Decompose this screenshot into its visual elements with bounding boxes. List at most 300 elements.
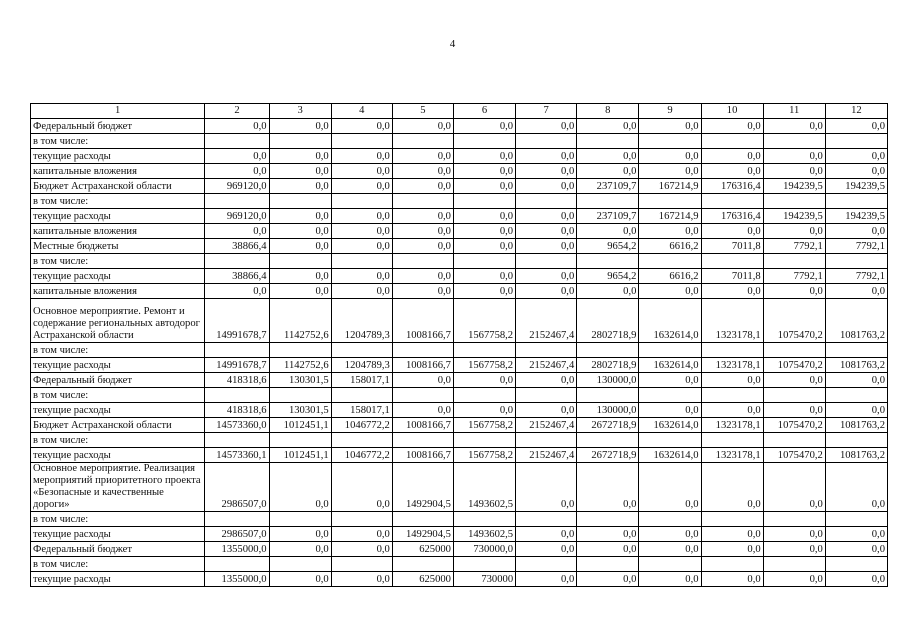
table-cell: 0,0 (269, 284, 331, 299)
table-row (31, 433, 888, 448)
table-cell: 2986507,0 (205, 527, 269, 542)
table-cell: 418318,6 (205, 373, 269, 388)
table-row (31, 254, 888, 269)
table-cell (392, 388, 453, 403)
column-header: 6 (453, 104, 515, 119)
column-header: 2 (205, 104, 269, 119)
table-cell: 130000,0 (577, 373, 639, 388)
row-label: текущие расходы (31, 269, 205, 284)
table-cell (453, 194, 515, 209)
table-cell: 0,0 (516, 373, 577, 388)
table-cell: 7792,1 (763, 239, 825, 254)
table-cell: 0,0 (825, 527, 887, 542)
table-cell: 0,0 (331, 527, 392, 542)
table-row (31, 418, 888, 433)
table-cell: 1046772,2 (331, 448, 392, 463)
table-cell: 0,0 (639, 403, 701, 418)
table-cell (392, 512, 453, 527)
table-cell: 0,0 (269, 527, 331, 542)
table-row (31, 403, 888, 418)
table-row (31, 343, 888, 358)
table-cell (701, 134, 763, 149)
table-cell: 0,0 (701, 224, 763, 239)
table-cell: 0,0 (516, 164, 577, 179)
table-cell: 0,0 (392, 373, 453, 388)
table-cell (701, 557, 763, 572)
table-cell: 0,0 (577, 572, 639, 587)
table-cell: 14991678,7 (205, 358, 269, 373)
table-cell: 1323178,1 (701, 448, 763, 463)
table-cell (701, 254, 763, 269)
column-header: 8 (577, 104, 639, 119)
table-cell (205, 343, 269, 358)
column-header: 4 (331, 104, 392, 119)
table-cell: 0,0 (331, 239, 392, 254)
table-cell: 0,0 (453, 164, 515, 179)
table-cell: 0,0 (516, 224, 577, 239)
table-cell: 0,0 (763, 542, 825, 557)
table-cell: 0,0 (639, 527, 701, 542)
table-cell: 1075470,2 (763, 448, 825, 463)
column-header: 10 (701, 104, 763, 119)
table-cell: 0,0 (763, 572, 825, 587)
table-cell: 176316,4 (701, 209, 763, 224)
table-cell: 0,0 (269, 572, 331, 587)
table-cell: 0,0 (392, 224, 453, 239)
row-label: текущие расходы (31, 149, 205, 164)
table-cell: 0,0 (701, 119, 763, 134)
table-cell: 237109,7 (577, 179, 639, 194)
table-row (31, 209, 888, 224)
table-cell: 6616,2 (639, 239, 701, 254)
table-cell: 0,0 (516, 284, 577, 299)
table-cell: 1204789,3 (331, 358, 392, 373)
table-cell: 0,0 (701, 164, 763, 179)
table-cell: 1632614,0 (639, 418, 701, 433)
table-row (31, 284, 888, 299)
table-cell: 0,0 (825, 224, 887, 239)
table-cell (577, 557, 639, 572)
table-cell (516, 194, 577, 209)
table-cell: 1567758,2 (453, 448, 515, 463)
table-cell: 0,0 (701, 403, 763, 418)
table-cell: 0,0 (763, 373, 825, 388)
table-cell (453, 557, 515, 572)
table-cell (639, 433, 701, 448)
row-label: в том числе: (31, 557, 205, 572)
table-row (31, 239, 888, 254)
table-row (31, 572, 888, 587)
table-cell (825, 254, 887, 269)
row-label: в том числе: (31, 254, 205, 269)
table-cell: 194239,5 (763, 179, 825, 194)
table-cell: 167214,9 (639, 209, 701, 224)
table-cell: 1008166,7 (392, 448, 453, 463)
table-cell: 0,0 (825, 572, 887, 587)
row-label: текущие расходы (31, 403, 205, 418)
table-cell: 2152467,4 (516, 358, 577, 373)
table-cell: 1355000,0 (205, 572, 269, 587)
table-cell (453, 343, 515, 358)
row-label: в том числе: (31, 194, 205, 209)
table-cell: 1492904,5 (392, 527, 453, 542)
row-label: Местные бюджеты (31, 239, 205, 254)
table-cell: 0,0 (453, 179, 515, 194)
table-cell (331, 194, 392, 209)
table-cell: 0,0 (331, 209, 392, 224)
column-header: 12 (825, 104, 887, 119)
table-cell: 0,0 (453, 403, 515, 418)
table-cell: 0,0 (825, 542, 887, 557)
table-cell: 14573360,1 (205, 448, 269, 463)
table-cell (825, 512, 887, 527)
table-cell: 0,0 (453, 239, 515, 254)
table-cell: 176316,4 (701, 179, 763, 194)
table-cell: 0,0 (269, 463, 331, 512)
table-cell: 1081763,2 (825, 299, 887, 343)
table-cell: 0,0 (577, 119, 639, 134)
table-cell: 0,0 (763, 284, 825, 299)
table-row (31, 527, 888, 542)
table-cell: 0,0 (516, 239, 577, 254)
table-cell (639, 343, 701, 358)
table-cell: 0,0 (331, 542, 392, 557)
table-cell: 2802718,9 (577, 299, 639, 343)
table-cell: 0,0 (205, 284, 269, 299)
table-cell (205, 194, 269, 209)
table-cell: 730000 (453, 572, 515, 587)
table-cell: 0,0 (392, 119, 453, 134)
table-cell: 0,0 (453, 149, 515, 164)
table-cell (453, 433, 515, 448)
table-cell: 1567758,2 (453, 418, 515, 433)
table-cell (639, 134, 701, 149)
row-label: текущие расходы (31, 358, 205, 373)
table-cell (825, 194, 887, 209)
table-cell (269, 194, 331, 209)
table-cell: 0,0 (205, 164, 269, 179)
table-cell: 0,0 (825, 164, 887, 179)
table-row (31, 194, 888, 209)
table-cell: 7011,8 (701, 269, 763, 284)
table-cell: 130301,5 (269, 373, 331, 388)
table-cell: 730000,0 (453, 542, 515, 557)
table-cell: 1632614,0 (639, 448, 701, 463)
table-cell (453, 134, 515, 149)
table-cell: 625000 (392, 572, 453, 587)
table-cell (639, 557, 701, 572)
row-label: в том числе: (31, 134, 205, 149)
table-cell (516, 512, 577, 527)
table-cell (763, 194, 825, 209)
table-row (31, 358, 888, 373)
table-cell (701, 194, 763, 209)
table-cell: 1075470,2 (763, 299, 825, 343)
table-cell: 1081763,2 (825, 418, 887, 433)
table-cell: 0,0 (331, 164, 392, 179)
table-cell: 158017,1 (331, 373, 392, 388)
table-row (31, 269, 888, 284)
row-label: в том числе: (31, 343, 205, 358)
table-cell: 0,0 (453, 373, 515, 388)
table-cell: 7792,1 (825, 269, 887, 284)
table-cell (392, 254, 453, 269)
table-body (31, 119, 888, 587)
table-cell (205, 433, 269, 448)
row-label: Бюджет Астраханской области (31, 418, 205, 433)
table-cell: 0,0 (701, 463, 763, 512)
table-cell (577, 254, 639, 269)
table-cell: 0,0 (516, 119, 577, 134)
table-cell (701, 388, 763, 403)
table-cell: 1567758,2 (453, 358, 515, 373)
table-cell: 0,0 (516, 149, 577, 164)
table-cell: 14573360,0 (205, 418, 269, 433)
table-cell: 0,0 (639, 224, 701, 239)
column-header: 11 (763, 104, 825, 119)
column-header: 1 (31, 104, 205, 119)
table-cell: 1012451,1 (269, 418, 331, 433)
table-row (31, 164, 888, 179)
row-label: капитальные вложения (31, 164, 205, 179)
table-cell: 0,0 (825, 284, 887, 299)
table-cell: 0,0 (763, 149, 825, 164)
row-label: текущие расходы (31, 448, 205, 463)
table-cell: 0,0 (331, 284, 392, 299)
table-cell (516, 557, 577, 572)
table-cell: 0,0 (763, 527, 825, 542)
table-cell: 0,0 (701, 572, 763, 587)
table-cell: 0,0 (516, 269, 577, 284)
table-cell (453, 254, 515, 269)
table-cell (453, 388, 515, 403)
column-header: 9 (639, 104, 701, 119)
table-cell: 0,0 (701, 527, 763, 542)
table-cell: 0,0 (205, 119, 269, 134)
table-cell: 1323178,1 (701, 418, 763, 433)
table-cell: 0,0 (392, 284, 453, 299)
table-cell: 1632614,0 (639, 358, 701, 373)
table-row (31, 512, 888, 527)
table-cell: 0,0 (269, 149, 331, 164)
table-cell (205, 134, 269, 149)
column-header: 3 (269, 104, 331, 119)
table-cell: 0,0 (331, 119, 392, 134)
table-cell: 1008166,7 (392, 299, 453, 343)
table-cell: 0,0 (763, 463, 825, 512)
table-cell: 969120,0 (205, 179, 269, 194)
table-cell (577, 134, 639, 149)
table-cell: 0,0 (577, 463, 639, 512)
table-cell: 0,0 (701, 542, 763, 557)
table-cell: 0,0 (639, 164, 701, 179)
table-cell (639, 388, 701, 403)
table-row (31, 149, 888, 164)
table-cell: 0,0 (763, 403, 825, 418)
table-cell (331, 512, 392, 527)
table-cell (763, 433, 825, 448)
table-cell (825, 388, 887, 403)
row-label: Федеральный бюджет (31, 373, 205, 388)
table-cell: 0,0 (516, 527, 577, 542)
table-cell: 0,0 (763, 119, 825, 134)
table-cell: 0,0 (639, 149, 701, 164)
table-cell: 0,0 (577, 164, 639, 179)
table-cell: 0,0 (269, 179, 331, 194)
table-cell: 2802718,9 (577, 358, 639, 373)
table-cell (825, 557, 887, 572)
table-cell: 130000,0 (577, 403, 639, 418)
budget-table (30, 103, 888, 587)
table-cell: 0,0 (825, 149, 887, 164)
table-cell: 1355000,0 (205, 542, 269, 557)
table-cell: 158017,1 (331, 403, 392, 418)
table-cell: 0,0 (516, 179, 577, 194)
table-cell (701, 512, 763, 527)
table-cell: 0,0 (516, 463, 577, 512)
table-cell (516, 388, 577, 403)
table-cell (331, 388, 392, 403)
table-cell: 1081763,2 (825, 358, 887, 373)
table-cell: 38866,4 (205, 269, 269, 284)
table-cell: 7792,1 (763, 269, 825, 284)
table-cell: 194239,5 (825, 209, 887, 224)
table-cell (205, 557, 269, 572)
table-cell (577, 343, 639, 358)
table-cell (577, 194, 639, 209)
table-cell: 1008166,7 (392, 358, 453, 373)
table-cell: 1142752,6 (269, 358, 331, 373)
page-number: 4 (449, 38, 456, 50)
table-cell: 0,0 (516, 542, 577, 557)
table-cell (763, 512, 825, 527)
table-cell (516, 433, 577, 448)
table-cell: 0,0 (763, 224, 825, 239)
table-cell: 1323178,1 (701, 299, 763, 343)
table-cell (639, 194, 701, 209)
table-cell: 0,0 (453, 224, 515, 239)
table-cell (331, 254, 392, 269)
row-label: Федеральный бюджет (31, 542, 205, 557)
table-cell: 9654,2 (577, 269, 639, 284)
table-cell (763, 388, 825, 403)
table-cell: 0,0 (392, 239, 453, 254)
table-row (31, 299, 888, 343)
table-cell (639, 512, 701, 527)
table-cell: 194239,5 (763, 209, 825, 224)
table-header (31, 104, 888, 119)
table-cell (269, 433, 331, 448)
table-cell (392, 194, 453, 209)
table-cell (331, 343, 392, 358)
table-cell: 0,0 (516, 403, 577, 418)
row-label: текущие расходы (31, 572, 205, 587)
table-cell: 0,0 (392, 164, 453, 179)
table-cell: 0,0 (331, 224, 392, 239)
table-cell (205, 388, 269, 403)
table-cell: 167214,9 (639, 179, 701, 194)
table-cell (763, 134, 825, 149)
row-label: Федеральный бюджет (31, 119, 205, 134)
table-row (31, 179, 888, 194)
table-cell: 1081763,2 (825, 448, 887, 463)
row-label: Основное мероприятие. Реализация мероприятий приоритетного проекта «Безопасные и качественные дороги» (31, 463, 205, 512)
table-row (31, 463, 888, 512)
table-cell (577, 388, 639, 403)
table-row (31, 557, 888, 572)
table-row (31, 373, 888, 388)
table-cell: 1493602,5 (453, 463, 515, 512)
table-cell (701, 343, 763, 358)
table-cell (331, 134, 392, 149)
table-cell: 0,0 (763, 164, 825, 179)
table-cell (392, 134, 453, 149)
table-cell: 0,0 (577, 149, 639, 164)
table-cell (825, 343, 887, 358)
table-cell: 0,0 (392, 209, 453, 224)
row-label: текущие расходы (31, 527, 205, 542)
table-cell (392, 433, 453, 448)
table-cell: 969120,0 (205, 209, 269, 224)
table-cell: 0,0 (269, 239, 331, 254)
table-cell: 0,0 (825, 119, 887, 134)
table-cell (453, 512, 515, 527)
row-label: в том числе: (31, 433, 205, 448)
row-label: капитальные вложения (31, 224, 205, 239)
table-cell: 194239,5 (825, 179, 887, 194)
row-label: Основное мероприятие. Ремонт и содержание региональных автодорог Астраханской области (31, 299, 205, 343)
table-cell: 1493602,5 (453, 527, 515, 542)
table-cell: 1075470,2 (763, 358, 825, 373)
table-cell: 0,0 (516, 209, 577, 224)
table-cell: 0,0 (639, 463, 701, 512)
table-cell (205, 254, 269, 269)
table-cell: 237109,7 (577, 209, 639, 224)
table-cell (392, 343, 453, 358)
table-cell: 1492904,5 (392, 463, 453, 512)
table-cell: 0,0 (701, 373, 763, 388)
table-cell: 0,0 (269, 164, 331, 179)
table-cell: 0,0 (269, 119, 331, 134)
table-cell: 0,0 (577, 284, 639, 299)
table-cell: 0,0 (453, 119, 515, 134)
table-cell: 0,0 (639, 119, 701, 134)
table-cell: 38866,4 (205, 239, 269, 254)
table-cell: 0,0 (331, 463, 392, 512)
table-cell: 0,0 (577, 542, 639, 557)
table-cell (577, 433, 639, 448)
table-cell: 0,0 (639, 284, 701, 299)
table-cell: 0,0 (392, 269, 453, 284)
table-cell (701, 433, 763, 448)
table-cell: 0,0 (331, 269, 392, 284)
table-cell (269, 254, 331, 269)
row-label: текущие расходы (31, 209, 205, 224)
table-cell: 0,0 (269, 542, 331, 557)
table-cell: 0,0 (331, 149, 392, 164)
header-row (31, 104, 888, 119)
row-label: в том числе: (31, 388, 205, 403)
table-cell: 9654,2 (577, 239, 639, 254)
table-cell: 0,0 (577, 224, 639, 239)
table-cell: 0,0 (205, 149, 269, 164)
table-cell: 0,0 (269, 269, 331, 284)
table-cell: 2672718,9 (577, 418, 639, 433)
table-row (31, 134, 888, 149)
table-cell: 625000 (392, 542, 453, 557)
table-cell: 0,0 (516, 572, 577, 587)
table-cell: 0,0 (331, 179, 392, 194)
